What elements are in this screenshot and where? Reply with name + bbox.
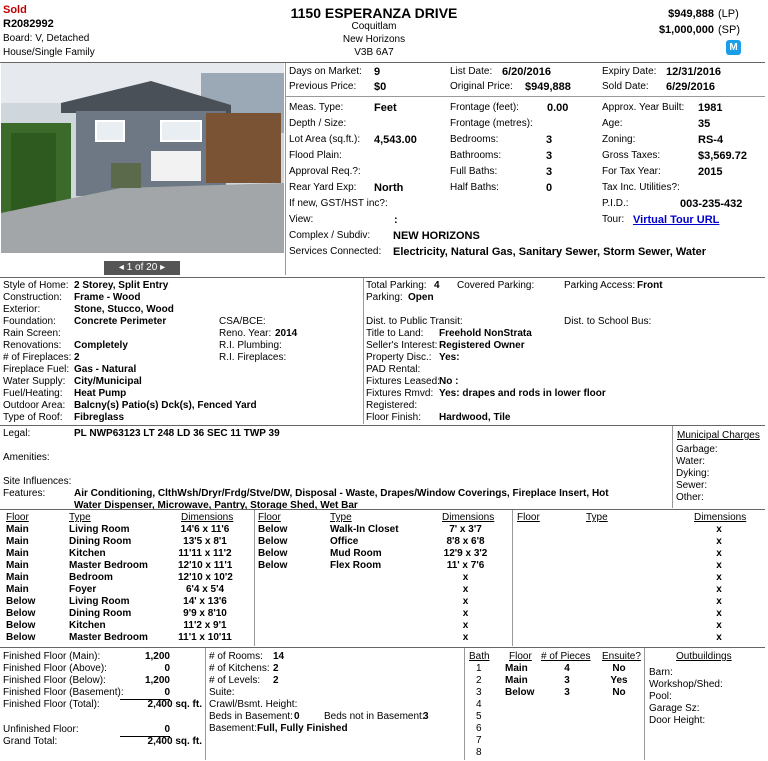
sellers-interest-label: Seller's Interest:: [366, 340, 438, 351]
room-dimensions: x: [462, 608, 469, 619]
sewer-label: Sewer:: [676, 480, 708, 491]
status-label: Sold: [3, 4, 27, 16]
days-on-market-value: 9: [374, 66, 381, 78]
year-built-label: Approx. Year Built:: [602, 102, 685, 113]
sub-area: New Horizons: [342, 34, 406, 45]
list-date-value: 6/20/2016: [502, 66, 551, 78]
grand-total-value: 2,400 sq. ft.: [147, 736, 202, 747]
bath-number: 4: [476, 699, 482, 710]
rooms-type-header-2: Type: [330, 512, 352, 523]
num-kitchens-value: 2: [273, 663, 279, 674]
room-floor: Below: [258, 524, 288, 535]
room-dimensions: x: [716, 620, 722, 631]
age-label: Age:: [602, 118, 623, 129]
room-type: Dining Room: [69, 536, 132, 547]
num-rooms-label: # of Rooms:: [209, 651, 263, 662]
garbage-label: Garbage:: [676, 444, 718, 455]
fuel-heating-label: Fuel/Heating:: [3, 388, 63, 399]
room-dimensions: 14'6 x 11'6: [180, 524, 230, 535]
list-date-label: List Date:: [450, 66, 493, 77]
bath-pieces: 3: [564, 687, 570, 698]
dyking-label: Dyking:: [676, 468, 710, 479]
original-price-value: $949,888: [525, 81, 571, 93]
renovations-value: Completely: [74, 340, 128, 351]
floor-below-value: 1,200: [144, 675, 170, 686]
roof-type-label: Type of Roof:: [3, 412, 63, 423]
bath-pieces: 3: [564, 675, 570, 686]
mls-number: R2082992: [3, 18, 54, 30]
room-floor: Main: [6, 536, 29, 547]
room-floor: Below: [6, 620, 36, 631]
ri-plumbing-label: R.I. Plumbing:: [219, 340, 282, 351]
bathrooms-label: Bathrooms:: [450, 150, 502, 161]
unfinished-floor-label: Unfinished Floor:: [3, 724, 79, 735]
room-dimensions: 13'5 x 8'1: [183, 536, 227, 547]
mls-logo-icon[interactable]: M: [726, 40, 741, 55]
tax-year-value: 2015: [698, 166, 723, 178]
room-dimensions: x: [462, 596, 469, 607]
style-value: 2 Storey, Split Entry: [74, 280, 169, 291]
sold-date-label: Sold Date:: [602, 81, 649, 92]
room-type: Office: [330, 536, 359, 547]
room-type: Master Bedroom: [69, 632, 148, 643]
bath-number: 3: [476, 687, 482, 698]
bathrooms-value: 3: [546, 150, 553, 162]
fixtures-leased-value: No :: [439, 376, 459, 387]
full-baths-label: Full Baths:: [450, 166, 498, 177]
rooms-floor-header-3: Floor: [517, 512, 540, 523]
beds-in-basement-label: Beds in Basement:: [209, 711, 293, 722]
floor-below-label: Finished Floor (Below):: [3, 675, 106, 686]
bath-number: 1: [476, 663, 482, 674]
frontage-feet-value: 0.00: [547, 102, 569, 114]
bath-number: 2: [476, 675, 482, 686]
bath-floor: Main: [505, 675, 528, 686]
age-value: 35: [698, 118, 711, 130]
room-dimensions: 12'10 x 11'1: [178, 560, 233, 571]
style-label: Style of Home:: [3, 280, 69, 291]
garage-size-label: Garage Sz:: [649, 703, 700, 714]
floor-total-label: Finished Floor (Total):: [3, 699, 100, 710]
depth-label: Depth / Size:: [289, 118, 347, 129]
rooms-type-header-1: Type: [69, 512, 91, 523]
list-price-tag: (LP): [718, 8, 739, 20]
construction-label: Construction:: [3, 292, 62, 303]
bath-ensuite-header: Ensuite?: [602, 651, 641, 662]
bedrooms-label: Bedrooms:: [450, 134, 499, 145]
basement-label: Basement:: [209, 723, 257, 734]
outdoor-area-value: Balcny(s) Patio(s) Dck(s), Fenced Yard: [74, 400, 257, 411]
original-price-label: Original Price:: [450, 81, 513, 92]
bath-pieces-header: # of Pieces: [541, 651, 591, 662]
floor-finish-label: Floor Finish:: [366, 412, 422, 423]
complex-label: Complex / Subdiv:: [289, 230, 371, 241]
parking-value: Open: [408, 292, 434, 303]
services-value: Electricity, Natural Gas, Sanitary Sewer, Storm Sewer, Water: [393, 246, 707, 258]
floor-above-value: 0: [164, 663, 170, 674]
pool-label: Pool:: [649, 691, 672, 702]
fireplaces-label: # of Fireplaces:: [3, 352, 72, 363]
room-dimensions: 9'9 x 8'10: [183, 608, 227, 619]
floor-above-label: Finished Floor (Above):: [3, 663, 107, 674]
tax-year-label: For Tax Year:: [602, 166, 661, 177]
water-supply-label: Water Supply:: [3, 376, 66, 387]
room-type: Foyer: [69, 584, 97, 595]
floor-total-value: 2,400 sq. ft.: [147, 699, 202, 710]
foundation-label: Foundation:: [3, 316, 56, 327]
room-dimensions: x: [716, 572, 722, 583]
room-floor: Main: [6, 560, 29, 571]
property-disc-label: Property Disc.:: [366, 352, 432, 363]
room-dimensions: x: [716, 596, 722, 607]
room-dimensions: 11' x 7'6: [446, 560, 485, 571]
beds-not-basement-value: 3: [423, 711, 429, 722]
tax-utilities-label: Tax Inc. Utilities?:: [602, 182, 680, 193]
water-supply-value: City/Municipal: [74, 376, 142, 387]
meas-type-value: Feet: [374, 102, 397, 114]
municipal-charges-title: Municipal Charges: [677, 430, 760, 441]
water-label: Water:: [676, 456, 706, 467]
beds-not-basement-label: Beds not in Basement:: [324, 711, 425, 722]
city: Coquitlam: [351, 21, 397, 32]
parking-label: Parking:: [366, 292, 403, 303]
room-dimensions: x: [716, 548, 722, 559]
bath-floor: Main: [505, 663, 528, 674]
reno-year-label: Reno. Year:: [219, 328, 272, 339]
workshop-label: Workshop/Shed:: [649, 679, 723, 690]
site-influences-label: Site Influences:: [3, 476, 72, 487]
room-type: Walk-In Closet: [330, 524, 399, 535]
room-floor: Below: [6, 632, 36, 643]
photo-navigation[interactable]: ◂ 1 of 20 ▸: [104, 261, 180, 275]
bedrooms-value: 3: [546, 134, 553, 146]
room-floor: Below: [6, 596, 36, 607]
room-type: Mud Room: [330, 548, 382, 559]
gross-taxes-value: $3,569.72: [698, 150, 747, 162]
room-dimensions: x: [716, 608, 722, 619]
foundation-value: Concrete Perimeter: [74, 316, 167, 327]
list-price: $949,888: [668, 8, 714, 20]
fixtures-removed-label: Fixtures Rmvd:: [366, 388, 434, 399]
expiry-date-label: Expiry Date:: [602, 66, 657, 77]
board-label: Board: V, Detached: [3, 33, 90, 44]
room-floor: Main: [6, 584, 29, 595]
suite-label: Suite:: [209, 687, 235, 698]
construction-value: Frame - Wood: [74, 292, 141, 303]
address-title: 1150 ESPERANZA DRIVE: [290, 5, 458, 21]
complex-value: NEW HORIZONS: [393, 230, 480, 242]
pid-value: 003-235-432: [680, 198, 743, 210]
ri-fireplaces-label: R.I. Fireplaces:: [219, 352, 287, 363]
title-land-value: Freehold NonStrata: [439, 328, 532, 339]
num-levels-label: # of Levels:: [209, 675, 261, 686]
roof-type-value: Fibreglass: [74, 412, 125, 423]
virtual-tour-link[interactable]: Virtual Tour URL: [633, 214, 720, 226]
fuel-heating-value: Heat Pump: [74, 388, 127, 399]
room-type: Master Bedroom: [69, 560, 148, 571]
bath-ensuite: Yes: [610, 675, 628, 686]
room-dimensions: x: [462, 620, 469, 631]
bath-number: 7: [476, 735, 482, 746]
legal-value: PL NWP63123 LT 248 LD 36 SEC 11 TWP 39: [74, 428, 280, 439]
postal-code: V3B 6A7: [354, 47, 394, 58]
total-parking-value: 4: [434, 280, 440, 291]
room-dimensions: 11'1 x 10'11: [178, 632, 232, 643]
previous-price-value: $0: [374, 81, 387, 93]
floor-main-value: 1,200: [144, 651, 170, 662]
pid-label: P.I.D.:: [602, 198, 629, 209]
property-photo[interactable]: [1, 63, 284, 253]
fixtures-leased-label: Fixtures Leased:: [366, 376, 440, 387]
school-bus-label: Dist. to School Bus:: [564, 316, 652, 327]
tour-label: Tour:: [602, 214, 625, 225]
meas-type-label: Meas. Type:: [289, 102, 344, 113]
rooms-type-header-3: Type: [586, 512, 608, 523]
room-dimensions: 12'10 x 10'2: [178, 572, 233, 583]
room-floor: Below: [258, 536, 288, 547]
approval-label: Approval Req.?:: [289, 166, 361, 177]
room-type: Flex Room: [330, 560, 382, 571]
room-type: Kitchen: [69, 620, 106, 631]
flood-plain-label: Flood Plain:: [289, 150, 342, 161]
exterior-label: Exterior:: [3, 304, 41, 315]
fireplaces-value: 2: [74, 352, 80, 363]
room-floor: Below: [258, 560, 288, 571]
full-baths-value: 3: [546, 166, 553, 178]
features-label: Features:: [3, 488, 46, 499]
floor-basement-label: Finished Floor (Basement):: [3, 687, 124, 698]
room-dimensions: 8'8 x 6'8: [446, 536, 485, 547]
floor-basement-value: 0: [120, 687, 170, 700]
room-floor: Below: [258, 548, 288, 559]
bath-ensuite: No: [612, 663, 626, 674]
public-transit-label: Dist. to Public Transit:: [366, 316, 463, 327]
room-type: Bedroom: [69, 572, 113, 583]
room-floor: Main: [6, 572, 29, 583]
room-dimensions: 7' x 3'7: [449, 524, 482, 535]
bath-header: Bath: [469, 651, 490, 662]
bath-number: 6: [476, 723, 482, 734]
half-baths-value: 0: [546, 182, 553, 194]
bath-floor: Below: [505, 687, 535, 698]
room-type: Kitchen: [69, 548, 106, 559]
registered-label: Registered:: [366, 400, 418, 411]
view-label: View:: [289, 214, 314, 225]
zoning-value: RS-4: [698, 134, 724, 146]
barn-label: Barn:: [649, 667, 673, 678]
room-dimensions: 6'4 x 5'4: [185, 584, 225, 595]
days-on-market-label: Days on Market:: [289, 66, 362, 77]
year-built-value: 1981: [698, 102, 723, 114]
room-dimensions: x: [462, 632, 469, 643]
gst-label: If new, GST/HST inc?:: [289, 198, 388, 209]
rooms-dim-header-2: Dimensions: [442, 512, 495, 523]
rooms-dim-header-3: Dimensions: [694, 512, 747, 523]
floor-main-label: Finished Floor (Main):: [3, 651, 101, 662]
half-baths-label: Half Baths:: [450, 182, 499, 193]
expiry-date-value: 12/31/2016: [666, 66, 722, 78]
lot-area-label: Lot Area (sq.ft.):: [289, 134, 361, 145]
fixtures-removed-value: Yes: drapes and rods in lower floor: [439, 388, 606, 399]
rooms-floor-header-2: Floor: [258, 512, 281, 523]
property-disc-value: Yes:: [439, 352, 460, 363]
num-rooms-value: 14: [273, 651, 285, 662]
sellers-interest-value: Registered Owner: [439, 340, 525, 351]
bath-number: 5: [476, 711, 482, 722]
rear-yard-value: North: [374, 182, 404, 194]
door-height-label: Door Height:: [649, 715, 706, 726]
reno-year-value: 2014: [275, 328, 298, 339]
num-kitchens-label: # of Kitchens:: [209, 663, 270, 674]
services-label: Services Connected:: [289, 246, 382, 257]
fireplace-fuel-label: Fireplace Fuel:: [3, 364, 70, 375]
csa-label: CSA/BCE:: [219, 316, 266, 327]
room-dimensions: 12'9 x 3'2: [443, 548, 488, 559]
room-dimensions: x: [716, 560, 722, 571]
outbuildings-title: Outbuildings: [676, 651, 732, 662]
amenities-label: Amenities:: [3, 452, 50, 463]
bath-number: 8: [476, 747, 482, 758]
renovations-label: Renovations:: [3, 340, 62, 351]
lot-area-value: 4,543.00: [374, 134, 417, 146]
basement-value: Full, Fully Finished: [257, 723, 348, 734]
total-parking-label: Total Parking:: [366, 280, 427, 291]
sold-price: $1,000,000: [658, 24, 714, 36]
property-type: House/Single Family: [3, 47, 95, 58]
room-floor: Main: [6, 548, 29, 559]
frontage-feet-label: Frontage (feet):: [450, 102, 519, 113]
room-dimensions: 11'2 x 9'1: [183, 620, 227, 631]
sold-date-value: 6/29/2016: [666, 81, 715, 93]
exterior-value: Stone, Stucco, Wood: [74, 304, 174, 315]
rear-yard-label: Rear Yard Exp:: [289, 182, 357, 193]
crawl-height-label: Crawl/Bsmt. Height:: [209, 699, 298, 710]
room-floor: Below: [6, 608, 36, 619]
room-floor: Main: [6, 524, 29, 535]
zoning-label: Zoning:: [602, 134, 636, 145]
parking-access-value: Front: [637, 280, 663, 291]
covered-parking-label: Covered Parking:: [457, 280, 535, 291]
beds-in-basement-value: 0: [294, 711, 300, 722]
fireplace-fuel-value: Gas - Natural: [74, 364, 137, 375]
bath-floor-header: Floor: [509, 651, 532, 662]
room-type: Dining Room: [69, 608, 132, 619]
floor-finish-value: Hardwood, Tile: [439, 412, 511, 423]
rain-screen-label: Rain Screen:: [3, 328, 61, 339]
pad-rental-label: PAD Rental:: [366, 364, 421, 375]
outdoor-area-label: Outdoor Area:: [3, 400, 66, 411]
room-dimensions: 11'11 x 11'2: [178, 548, 232, 559]
view-value: :: [394, 214, 398, 226]
frontage-metres-label: Frontage (metres):: [450, 118, 533, 129]
room-dimensions: x: [716, 632, 722, 643]
room-dimensions: x: [462, 584, 469, 595]
num-levels-value: 2: [273, 675, 279, 686]
features-value-line1: Air Conditioning, ClthWsh/Dryr/Frdg/Stve/DW, Disposal - Waste, Drapes/Window Coverings, Fireplace Insert, Hot: [74, 488, 609, 499]
unfinished-floor-value: 0: [120, 724, 170, 737]
gross-taxes-label: Gross Taxes:: [602, 150, 661, 161]
room-type: Living Room: [69, 596, 130, 607]
previous-price-label: Previous Price:: [289, 81, 357, 92]
bath-ensuite: No: [612, 687, 626, 698]
room-type: Living Room: [69, 524, 130, 535]
legal-label: Legal:: [3, 428, 31, 439]
sold-price-tag: (SP): [718, 24, 740, 36]
room-dimensions: x: [716, 524, 722, 535]
parking-access-label: Parking Access:: [564, 280, 636, 291]
features-value-line2: Water Dispenser, Microwave, Pantry, Storage Shed, Wet Bar: [74, 500, 358, 509]
room-dimensions: x: [462, 572, 469, 583]
title-land-label: Title to Land:: [366, 328, 424, 339]
grand-total-label: Grand Total:: [3, 736, 58, 747]
room-dimensions: x: [716, 536, 722, 547]
room-dimensions: x: [716, 584, 722, 595]
rooms-floor-header-1: Floor: [6, 512, 29, 523]
other-label: Other:: [676, 492, 704, 503]
room-dimensions: 14' x 13'6: [183, 596, 227, 607]
rooms-dim-header-1: Dimensions: [181, 512, 234, 523]
bath-pieces: 4: [564, 663, 570, 674]
